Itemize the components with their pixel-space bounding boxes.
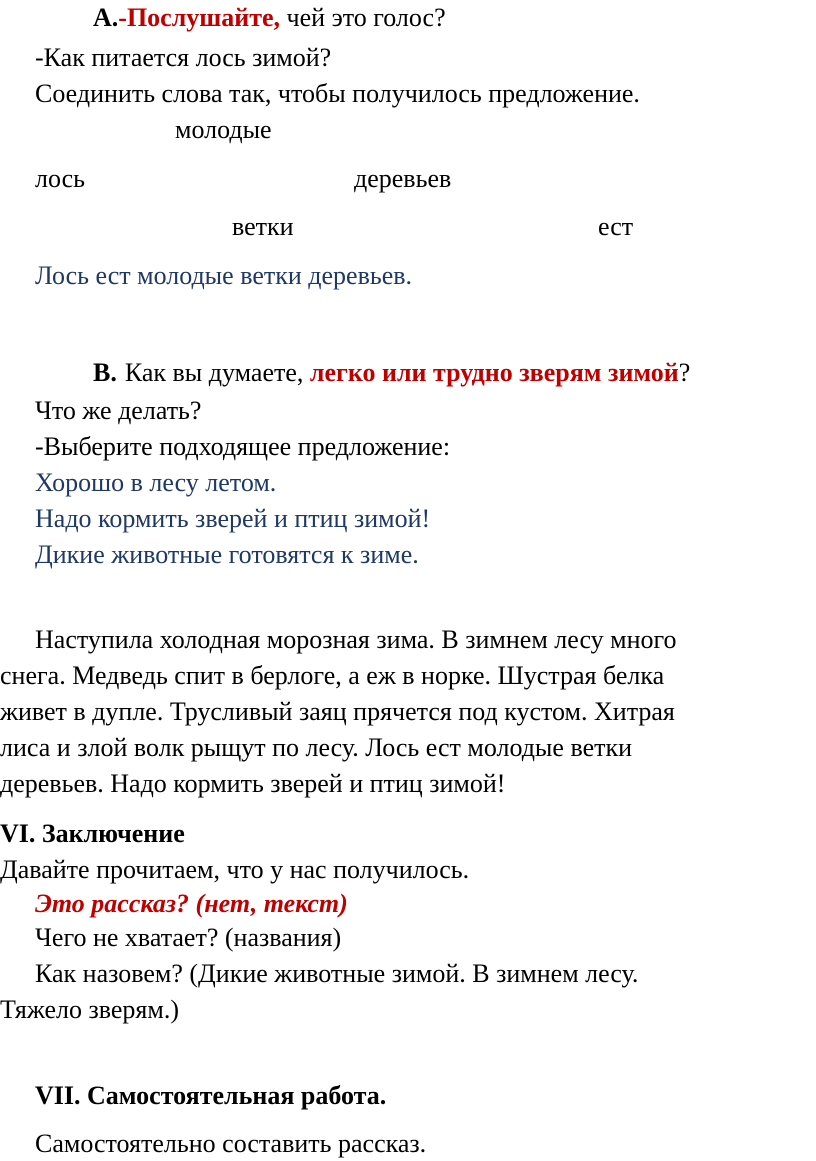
- conclusion-line-1: Давайте прочитаем, что у нас получилось.: [0, 855, 470, 884]
- option-1: Хорошо в лесу летом.: [35, 468, 277, 497]
- conclusion-question-3: Как назовем? (Дикие животные зимой. В зимнем лесу.: [35, 959, 639, 988]
- story-line-1: Наступила холодная морозная зима. В зимнем лесу много: [35, 625, 677, 654]
- section-b-question: В. Как вы думаете, легко или трудно зверям зимой?: [93, 358, 691, 387]
- conclusion-question-1: Это рассказ? (нет, текст): [35, 889, 348, 918]
- section-a-label: А.: [93, 3, 119, 32]
- word-vetki: ветки: [232, 212, 294, 241]
- story-line-3: живет в дупле. Трусливый заяц прячется под кустом. Хитрая: [0, 697, 675, 726]
- work-heading: VII. Самостоятельная работа.: [35, 1081, 387, 1110]
- story-line-4: лиса и злой волк рыщут по лесу. Лось ест молодые ветки: [0, 733, 633, 762]
- story-line-2: снега. Медведь спит в берлоге, а еж в норке. Шустрая белка: [0, 661, 665, 690]
- work-task: Самостоятельно составить рассказ.: [35, 1129, 427, 1158]
- word-molodye: молодые: [175, 115, 272, 144]
- section-a-question-2: -Как питается лось зимой?: [35, 43, 332, 72]
- word-los: лось: [35, 164, 86, 193]
- section-a-question: А.-Послушайте, чей это голос?: [93, 3, 446, 32]
- conclusion-heading: VI. Заключение: [0, 819, 185, 848]
- section-a-task: Соединить слова так, чтобы получилось предложение.: [35, 79, 640, 108]
- winter-highlight: легко или трудно зверям зимой: [309, 358, 679, 387]
- listen-highlight: Послушайте,: [126, 3, 281, 32]
- conclusion-question-2: Чего не хватает? (названия): [35, 923, 342, 952]
- section-b-label: В.: [93, 358, 117, 387]
- section-a-answer: Лось ест молодые ветки деревьев.: [35, 261, 413, 290]
- section-b-task: -Выберите подходящее предложение:: [35, 432, 451, 461]
- option-2: Надо кормить зверей и птиц зимой!: [35, 504, 431, 533]
- option-3: Дикие животные готовятся к зиме.: [35, 540, 419, 569]
- conclusion-question-3-cont: Тяжело зверям.): [0, 995, 179, 1024]
- word-est: ест: [598, 212, 634, 241]
- word-derevev: деревьев: [354, 164, 452, 193]
- section-b-question-2: Что же делать?: [35, 396, 202, 425]
- story-line-5: деревьев. Надо кормить зверей и птиц зимой!: [0, 769, 506, 798]
